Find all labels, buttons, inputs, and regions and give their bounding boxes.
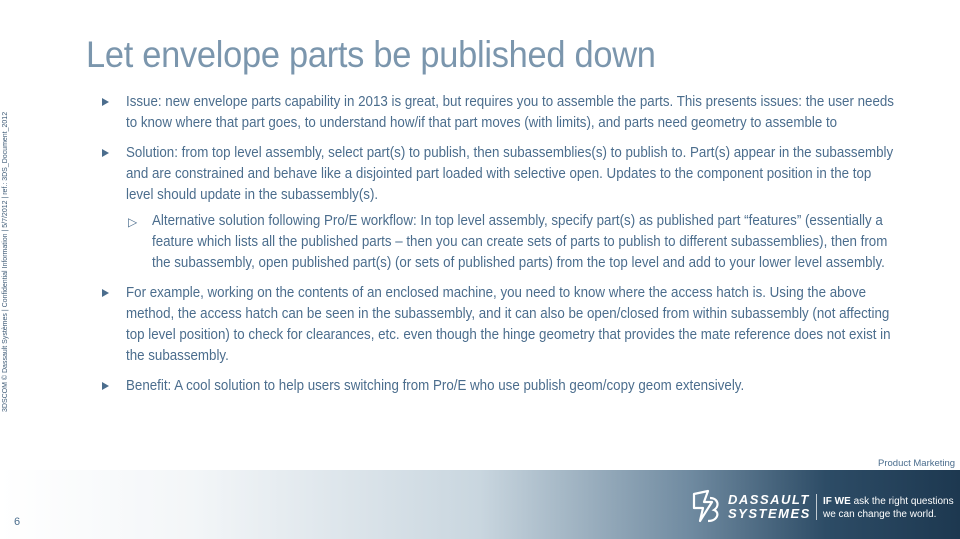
- tagline-line2: we can change the world.: [823, 509, 937, 520]
- bullet-arrow-icon: [102, 382, 109, 390]
- bullet-text: Solution: from top level assembly, select part(s) to publish, then subassemblies(s) to publish to. Part(s) appear in the subassembly and are constrained and behave like a disjointed part loaded with selective open. Updates to the component position in the top level should update in the subassembly(s).: [126, 145, 894, 203]
- page-number: 6: [14, 516, 21, 528]
- tagline-bold: IF WE: [823, 496, 851, 507]
- bullet-benefit: [100, 376, 900, 397]
- tagline-line1: [823, 496, 954, 507]
- tagline-rest: ask the right questions: [853, 496, 954, 507]
- bullet-text: Issue: new envelope parts capability in 2013 is great, but requires you to assemble the parts. This presents issues: the user needs to know where that part goes, to understand how/if that part moves (with limits), and parts need geometry to assemble to: [126, 94, 894, 131]
- bullet-list: [100, 92, 900, 406]
- bullet-text: For example, working on the contents of an enclosed machine, you need to know where the access hatch is. Using the above method, the access hatch can be seen in the subassembly, and it can also be open/closed from within subassembly (not affecting top level position) to check for clearances, etc. even though the hinge geometry that provides the mate reference does not exist in the subassembly.: [126, 285, 891, 364]
- confidentiality-note: 3DSCOM © Dassault Systèmes | Confidential Information | 5/7/2012 | ref.: 3DS_Document_2012: [2, 111, 9, 412]
- bullet-solution: [100, 143, 900, 206]
- brand-name-line2: SYSTEMES: [728, 506, 811, 521]
- bullet-arrow-icon: [102, 98, 109, 106]
- sub-bullet-alternative: [100, 211, 900, 274]
- hollow-triangle-icon: ▷: [128, 215, 138, 229]
- bullet-arrow-icon: [102, 149, 109, 157]
- slide-title: Let envelope parts be published down: [86, 34, 656, 75]
- logo-divider: [816, 494, 817, 520]
- 3ds-logo-icon: [690, 488, 724, 524]
- bullet-example: [100, 283, 900, 367]
- product-marketing-label: Product Marketing: [878, 458, 956, 469]
- dassault-logo: [690, 488, 954, 528]
- bullet-issue: [100, 92, 900, 134]
- bullet-text: Alternative solution following Pro/E workflow: In top level assembly, specify part(s) as published part “features” (essentially a feature which lists all the published parts – then you can create sets of parts to publish to different subassemblies), then from the subassembly, open published part(s) (or sets of published parts) from the top level and add to your lower level assembly.: [152, 213, 888, 271]
- bullet-arrow-icon: [102, 289, 109, 297]
- bullet-text: Benefit: A cool solution to help users switching from Pro/E who use publish geom/copy geom extensively.: [126, 378, 745, 394]
- brand-name-line1: DASSAULT: [728, 492, 810, 507]
